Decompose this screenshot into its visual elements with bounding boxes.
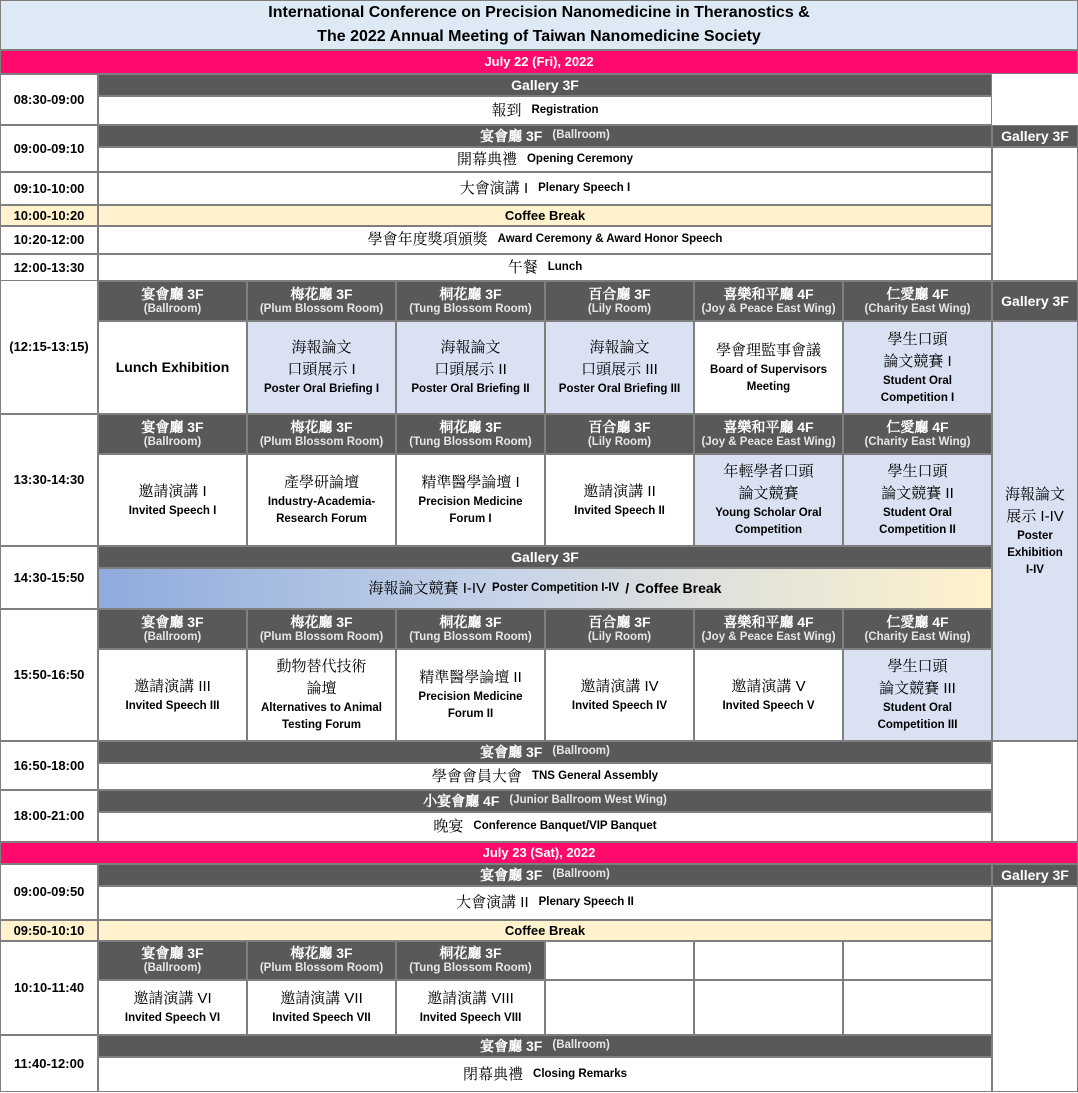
venue-header-tung: 桐花廳 3F (Tung Blossom Room) (396, 609, 545, 649)
venue-header-gallery: Gallery 3F (98, 546, 992, 568)
closing-remarks: 閉幕典禮 Closing Remarks (98, 1057, 992, 1092)
time-slot: (12:15-13:15) (0, 281, 98, 414)
student-oral-competition-3: 學生口頭 論文競賽 III Student Oral Competition III (843, 649, 992, 741)
venue-header-joy: 喜樂和平廳 4F (Joy & Peace East Wing) (694, 414, 843, 454)
invited-speech-8: 邀請演講 VIII Invited Speech VIII (396, 980, 545, 1035)
venue-header-lily: 百合廳 3F (Lily Room) (545, 414, 694, 454)
venue-header-gallery-right: Gallery 3F (992, 864, 1078, 886)
conference-banquet: 晚宴 Conference Banquet/VIP Banquet (98, 812, 992, 842)
empty-cell (545, 941, 694, 980)
lunch-exhibition: Lunch Exhibition (98, 321, 247, 414)
invited-speech-2: 邀請演講 II Invited Speech II (545, 454, 694, 546)
day-header-1: July 22 (Fri), 2022 (0, 50, 1078, 74)
time-slot: 18:00-21:00 (0, 790, 98, 842)
time-slot: 10:10-11:40 (0, 941, 98, 1035)
time-slot: 09:50-10:10 (0, 920, 98, 941)
invited-speech-4: 邀請演講 IV Invited Speech IV (545, 649, 694, 741)
venue-header-ballroom: 宴會廳 3F (Ballroom) (98, 125, 992, 147)
venue-header-plum: 梅花廳 3F (Plum Blossom Room) (247, 281, 396, 321)
time-slot: 09:10-10:00 (0, 172, 98, 205)
venue-header-ballroom: 宴會廳 3F (Ballroom) (98, 1035, 992, 1057)
venue-header-gallery-right: Gallery 3F (992, 125, 1078, 147)
registration: 報到 Registration (98, 96, 992, 125)
venue-header-charity: 仁愛廳 4F (Charity East Wing) (843, 609, 992, 649)
venue-header-plum: 梅花廳 3F (Plum Blossom Room) (247, 414, 396, 454)
lunch: 午餐 Lunch (98, 254, 992, 281)
time-slot: 13:30-14:30 (0, 414, 98, 546)
young-scholar-competition: 年輕學者口頭 論文競賽 Young Scholar Oral Competition (694, 454, 843, 546)
venue-header-charity: 仁愛廳 4F (Charity East Wing) (843, 281, 992, 321)
venue-header-tung: 桐花廳 3F (Tung Blossom Room) (396, 414, 545, 454)
venue-header-ballroom: 宴會廳 3F (Ballroom) (98, 741, 992, 763)
venue-header-joy: 喜樂和平廳 4F (Joy & Peace East Wing) (694, 281, 843, 321)
award-ceremony: 學會年度獎項頒獎 Award Ceremony & Award Honor Speech (98, 226, 992, 254)
invited-speech-3: 邀請演講 III Invited Speech III (98, 649, 247, 741)
invited-speech-6: 邀請演講 VI Invited Speech VI (98, 980, 247, 1035)
precision-medicine-forum-2: 精準醫學論壇 II Precision Medicine Forum II (396, 649, 545, 741)
venue-header-plum: 梅花廳 3F (Plum Blossom Room) (247, 609, 396, 649)
empty-cell (545, 980, 694, 1035)
poster-oral-briefing-2: 海報論文 口頭展示 II Poster Oral Briefing II (396, 321, 545, 414)
time-slot: 16:50-18:00 (0, 741, 98, 790)
venue-header-charity: 仁愛廳 4F (Charity East Wing) (843, 414, 992, 454)
title-line-2: The 2022 Annual Meeting of Taiwan Nanomedicine Society (317, 28, 761, 45)
time-slot: 12:00-13:30 (0, 254, 98, 281)
student-oral-competition-2: 學生口頭 論文競賽 II Student Oral Competition II (843, 454, 992, 546)
empty-cell (694, 941, 843, 980)
venue-header-ballroom: 宴會廳 3F (Ballroom) (98, 414, 247, 454)
venue-header-tung: 桐花廳 3F (Tung Blossom Room) (396, 941, 545, 980)
day-header-2: July 23 (Sat), 2022 (0, 842, 1078, 864)
poster-oral-briefing-1: 海報論文 口頭展示 I Poster Oral Briefing I (247, 321, 396, 414)
time-slot: 14:30-15:50 (0, 546, 98, 609)
time-slot: 11:40-12:00 (0, 1035, 98, 1092)
poster-oral-briefing-3: 海報論文 口頭展示 III Poster Oral Briefing III (545, 321, 694, 414)
title-line-1: International Conference on Precision Nanomedicine in Theranostics & (268, 4, 810, 21)
time-slot: 09:00-09:50 (0, 864, 98, 920)
venue-header-ballroom: 宴會廳 3F (Ballroom) (98, 281, 247, 321)
empty-cell (694, 980, 843, 1035)
venue-header-lily: 百合廳 3F (Lily Room) (545, 609, 694, 649)
animal-alternatives-forum: 動物替代技術 論壇 Alternatives to Animal Testing Forum (247, 649, 396, 741)
empty-cell (992, 886, 1078, 1092)
invited-speech-1: 邀請演講 I Invited Speech I (98, 454, 247, 546)
venue-header-gallery-right: Gallery 3F (992, 281, 1078, 321)
time-slot: 10:20-12:00 (0, 226, 98, 254)
venue-header-ballroom: 宴會廳 3F (Ballroom) (98, 609, 247, 649)
venue-header-junior-ballroom: 小宴會廳 4F (Junior Ballroom West Wing) (98, 790, 992, 812)
time-slot: 08:30-09:00 (0, 74, 98, 125)
general-assembly: 學會會員大會 TNS General Assembly (98, 763, 992, 790)
invited-speech-7: 邀請演講 VII Invited Speech VII (247, 980, 396, 1035)
plenary-speech-2: 大會演講 II Plenary Speech II (98, 886, 992, 920)
board-meeting: 學會理監事會議 Board of Supervisors Meeting (694, 321, 843, 414)
time-slot: 09:00-09:10 (0, 125, 98, 172)
precision-medicine-forum-1: 精準醫學論壇 I Precision Medicine Forum I (396, 454, 545, 546)
venue-header-tung: 桐花廳 3F (Tung Blossom Room) (396, 281, 545, 321)
empty-cell (992, 147, 1078, 281)
opening-ceremony: 開幕典禮 Opening Ceremony (98, 147, 992, 172)
venue-header-ballroom: 宴會廳 3F (Ballroom) (98, 941, 247, 980)
venue-header-lily: 百合廳 3F (Lily Room) (545, 281, 694, 321)
venue-header-gallery: Gallery 3F (98, 74, 992, 96)
conference-title (0, 0, 1078, 50)
poster-competition: 海報論文競賽 I-IV Poster Competition I-IV / Coffee Break (98, 568, 992, 609)
empty-cell (843, 980, 992, 1035)
time-slot: 15:50-16:50 (0, 609, 98, 741)
invited-speech-5: 邀請演講 V Invited Speech V (694, 649, 843, 741)
plenary-speech-1: 大會演講 I Plenary Speech I (98, 172, 992, 205)
venue-header-joy: 喜樂和平廳 4F (Joy & Peace East Wing) (694, 609, 843, 649)
venue-header-ballroom: 宴會廳 3F (Ballroom) (98, 864, 992, 886)
poster-exhibition: 海報論文 展示 I-IV Poster Exhibition I-IV (992, 321, 1078, 741)
coffee-break: Coffee Break (98, 920, 992, 941)
student-oral-competition-1: 學生口頭 論文競賽 I Student Oral Competition I (843, 321, 992, 414)
industry-academia-forum: 產學研論壇 Industry-Academia- Research Forum (247, 454, 396, 546)
coffee-break: Coffee Break (98, 205, 992, 226)
time-slot: 10:00-10:20 (0, 205, 98, 226)
venue-header-plum: 梅花廳 3F (Plum Blossom Room) (247, 941, 396, 980)
empty-cell (843, 941, 992, 980)
empty-cell (992, 741, 1078, 842)
